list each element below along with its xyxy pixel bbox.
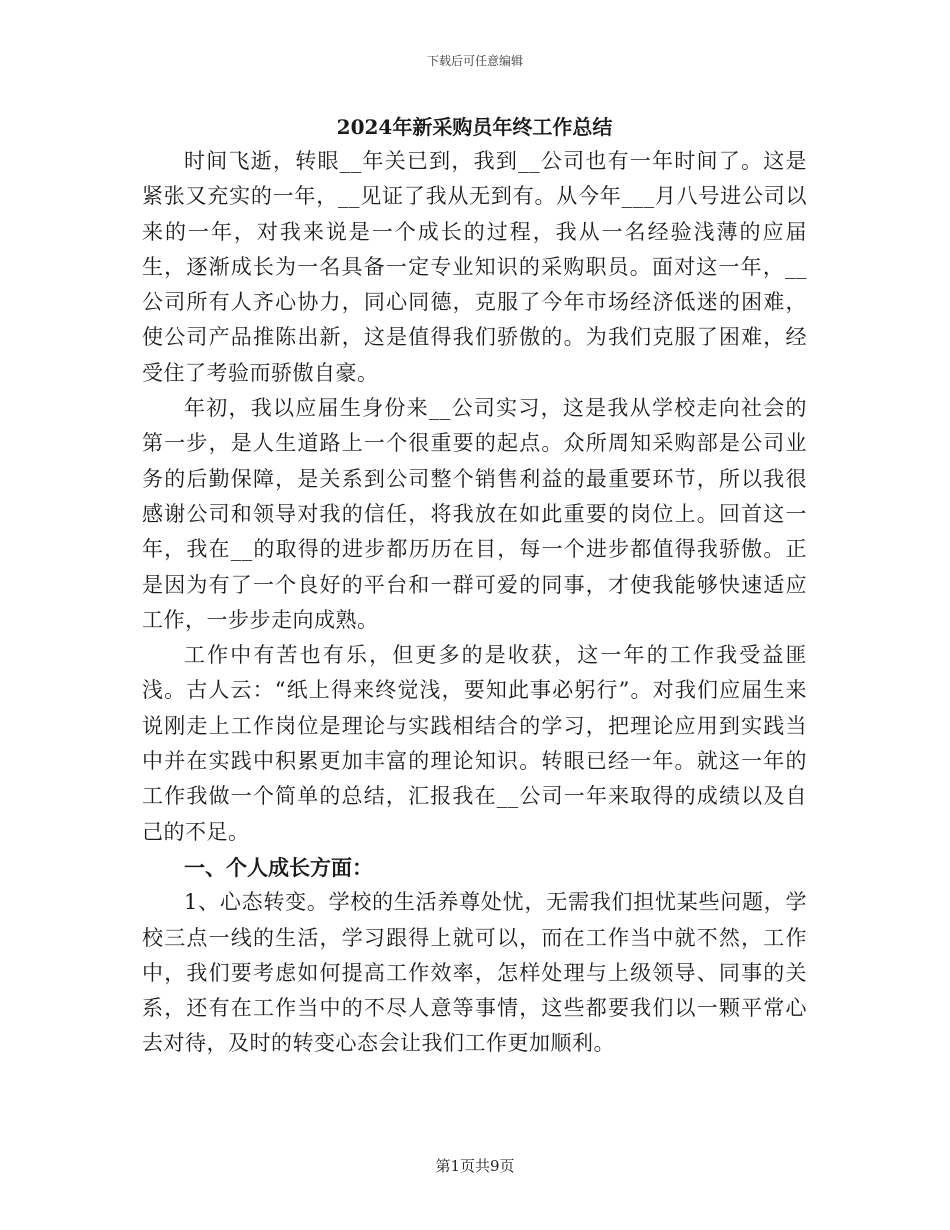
paragraph-intro: 时间飞逝，转眼__年关已到，我到__公司也有一年时间了。这是紧张又充实的一年，__见证了我从无到有。从今年___月八号进公司以来的一年，对我来说是一个成长的过程，我从一名经验浅薄的应届生，逐渐成长为一名具备一定专业知识的采购职员。面对这一年，__公司所有人齐心协力，同心同德，克服了今年市场经济低迷的困难，使公司产品推陈出新，这是值得我们骄傲的。为我们克服了困难，经受住了考验而骄傲自豪。 (142, 149, 807, 385)
section-heading-personal-growth: 一、个人成长方面： (184, 854, 373, 880)
paragraph-early-year: 年初，我以应届生身份来__公司实习，这是我从学校走向社会的第一步，是人生道路上一个很重要的起点。众所周知采购部是公司业务的后勤保障，是关系到公司整个销售利益的最重要环节，所以我很感谢公司和领导对我的信任，将我放在如此重要的岗位上。回首这一年，我在__的取得的进步都历历在目，每一个进步都值得我骄傲。正是因为有了一个良好的平台和一群可爱的同事，才使我能够快速适应工作，一步步走向成熟。 (142, 396, 807, 632)
document-title: 2024年新采购员年终工作总结 (336, 115, 613, 139)
page-footer-indicator: 第1页共9页 (435, 1157, 515, 1175)
paragraph-work-gains: 工作中有苦也有乐，但更多的是收获，这一年的工作我受益匪浅。古人云：“纸上得来终觉浅，要知此事必躬行”。对我们应届生来说刚走上工作岗位是理论与实践相结合的学习，把理论应用到实践当中并在实践中积累更加丰富的理论知识。转眼已经一年。就这一年的工作我做一个简单的总结，汇报我在__公司一年来取得的成绩以及自己的不足。 (142, 643, 807, 844)
document-body (142, 110, 807, 1062)
page-header-note: 下载后可任意编辑 (426, 54, 523, 68)
paragraph-mindset-change: 1、心态转变。学校的生活养尊处忧，无需我们担忧某些问题，学校三点一线的生活，学习跟得上就可以，而在工作当中就不然，工作中，我们要考虑如何提高工作效率，怎样处理与上级领导、同事的关系，还有在工作当中的不尽人意等事情，这些都要我们以一颗平常心去对待，及时的转变心态会让我们工作更加顺利。 (142, 890, 807, 1056)
